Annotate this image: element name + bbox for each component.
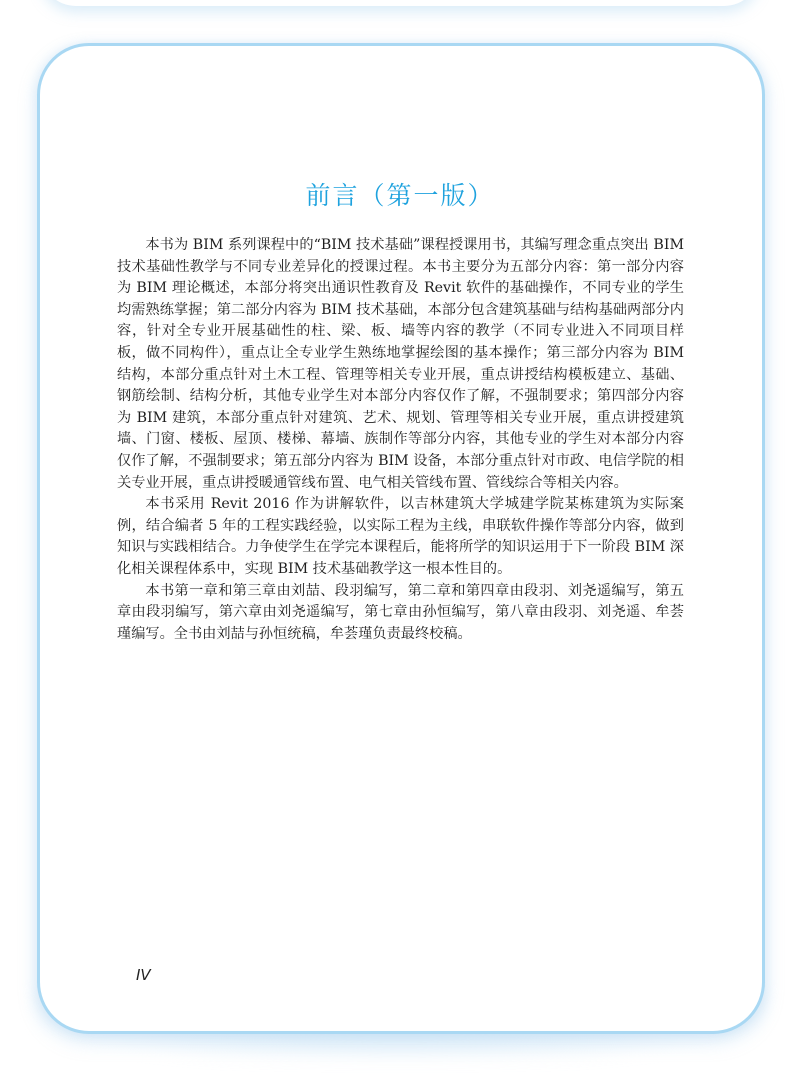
preface-body <box>117 235 684 645</box>
paragraph-book-structure: 本书为 BIM 系列课程中的“BIM 技术基础”课程授课用书，其编写理念重点突出 BIM 技术基础性教学与不同专业差异化的授课过程。本书主要分为五部分内容：第一部分内容为 BIM 理论概述，本部分将突出通识性教育及 Revit 软件的基础操作，不同专业的学生均需熟练掌握；第二部分内容为 BIM 技术基础，本部分包含建筑基础与结构基础两部分内容，针对全专业开展基础性的柱、梁、板、墙等内容的教学（不同专业进入不同项目样板，做不同构件），重点让全专业学生熟练地掌握绘图的基本操作；第三部分内容为 BIM 结构，本部分重点针对土木工程、管理等相关专业开展，重点讲授结构模板建立、基础、钢筋绘制、结构分析，其他专业学生对本部分内容仅作了解，不强制要求；第四部分内容为 BIM 建筑，本部分重点针对建筑、艺术、规划、管理等相关专业开展，重点讲授建筑墙、门窗、楼板、屋顶、楼梯、幕墙、族制作等部分内容，其他专业的学生对本部分内容仅作了解，不强制要求；第五部分内容为 BIM 设备，本部分重点针对市政、电信学院的相关专业开展，重点讲授暖通管线布置、电气相关管线布置、管线综合等相关内容。 <box>117 237 684 491</box>
previous-page-edge <box>40 0 760 6</box>
page-title: 前言（第一版） <box>305 181 495 210</box>
paragraph-software-case: 本书采用 Revit 2016 作为讲解软件，以吉林建筑大学城建学院某栋建筑为实际案例，结合编者 5 年的工程实践经验，以实际工程为主线，串联软件操作等部分内容，做到知识与实践相结合。力争使学生在学完本课程后，能将所学的知识运用于下一阶段 BIM 深化相关课程体系中，实现 BIM 技术基础教学这一根本性目的。 <box>117 496 684 577</box>
paragraph-authors: 本书第一章和第三章由刘喆、段羽编写，第二章和第四章由段羽、刘尧遥编写，第五章由段羽编写，第六章由刘尧遥编写，第七章由孙恒编写，第八章由段羽、刘尧遥、牟荟瑾编写。全书由刘喆与孙恒统稿，牟荟瑾负责最终校稿。 <box>117 582 684 642</box>
page-number: IV <box>136 966 151 984</box>
